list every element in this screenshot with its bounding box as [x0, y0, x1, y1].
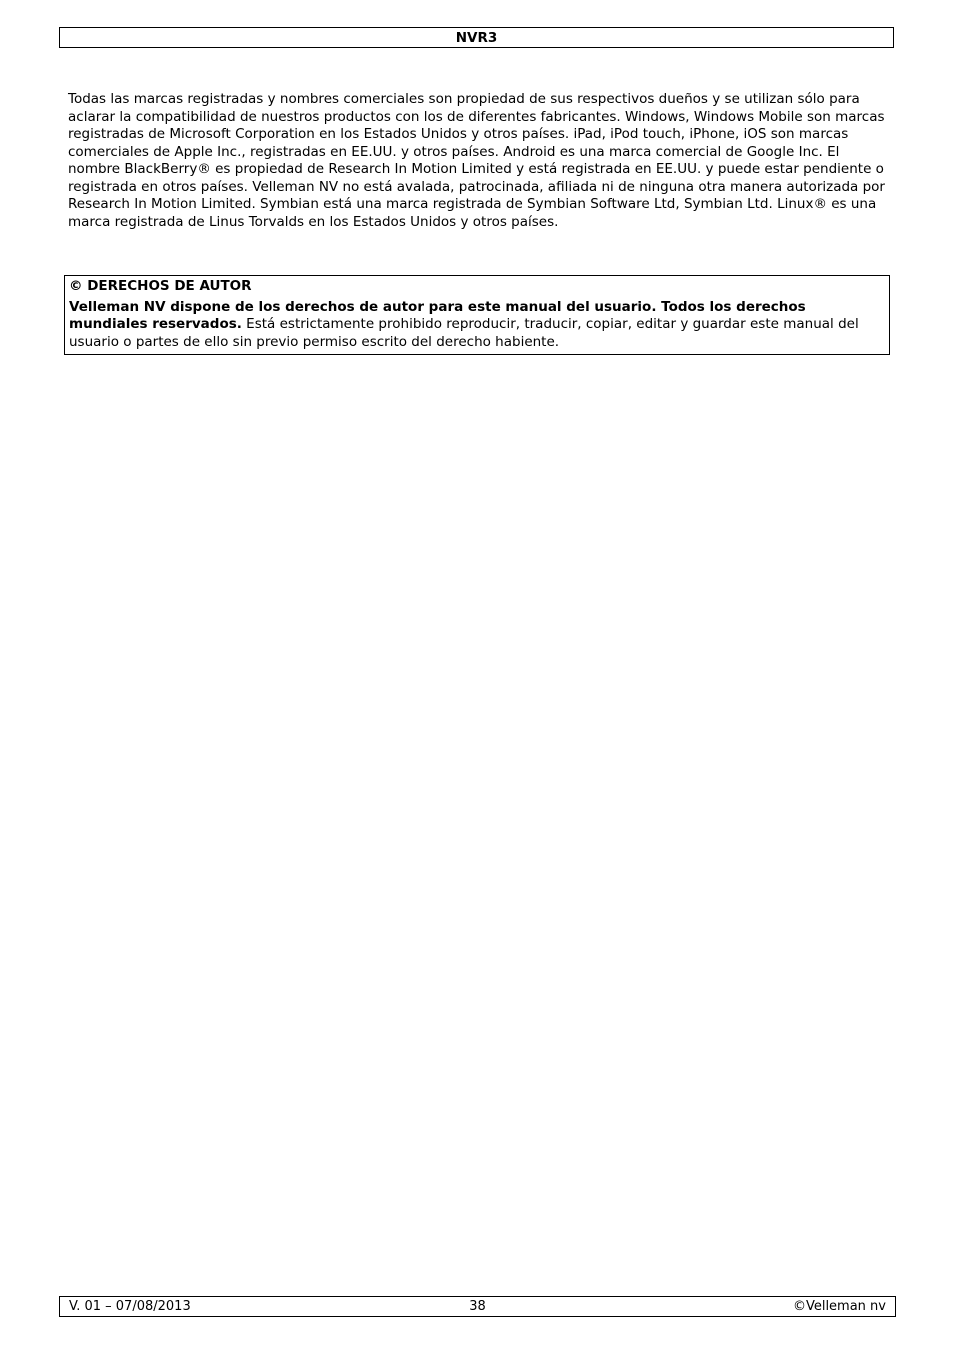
copyright-body-text: Está estrictamente prohibido reproducir, traducir, copiar, editar y guardar este manual del usuario o partes de ello sin previo permiso escrito del derecho habiente.: [69, 316, 859, 350]
footer-copyright: ©Velleman nv: [792, 1299, 886, 1314]
footer-page-number: 38: [469, 1299, 486, 1314]
copyright-box: [64, 275, 890, 355]
copyright-paragraph: [69, 299, 885, 352]
trademark-paragraph: Todas las marcas registradas y nombres comerciales son propiedad de sus respectivos dueños y se utilizan sólo para aclarar la compatibilidad de nuestros productos con los de diferentes fabricantes. Windows, Windows Mobile son marcas registradas de Microsoft Corporation en los Estados Unidos y otros países. iPad, iPod touch, iPhone, iOS son marcas comerciales de Apple Inc., registradas en EE.UU. y otros países. Android es una marca comercial de Google Inc. El nombre BlackBerry® es propiedad de Research In Motion Limited y está registrada en EE.UU. y puede estar pendiente o registrada en otros países. Velleman NV no está avalada, patrocinada, afiliada ni de ninguna otra manera autorizada por Research In Motion Limited. Symbian está una marca registrada de Symbian Software Ltd, Symbian Ltd. Linux® es una marca registrada de Linus Torvalds en los Estados Unidos y otros países.: [68, 91, 885, 230]
copyright-title: © DERECHOS DE AUTOR: [69, 278, 252, 294]
model-name: NVR3: [455, 30, 498, 46]
copyright-bold-text: Velleman NV dispone de los derechos de autor para este manual del usuario. Todos los derechos mundiales reservados.: [69, 298, 806, 332]
footer-version: V. 01 – 07/08/2013: [69, 1299, 191, 1314]
page-header: [59, 27, 894, 48]
page-footer: [59, 1296, 896, 1317]
